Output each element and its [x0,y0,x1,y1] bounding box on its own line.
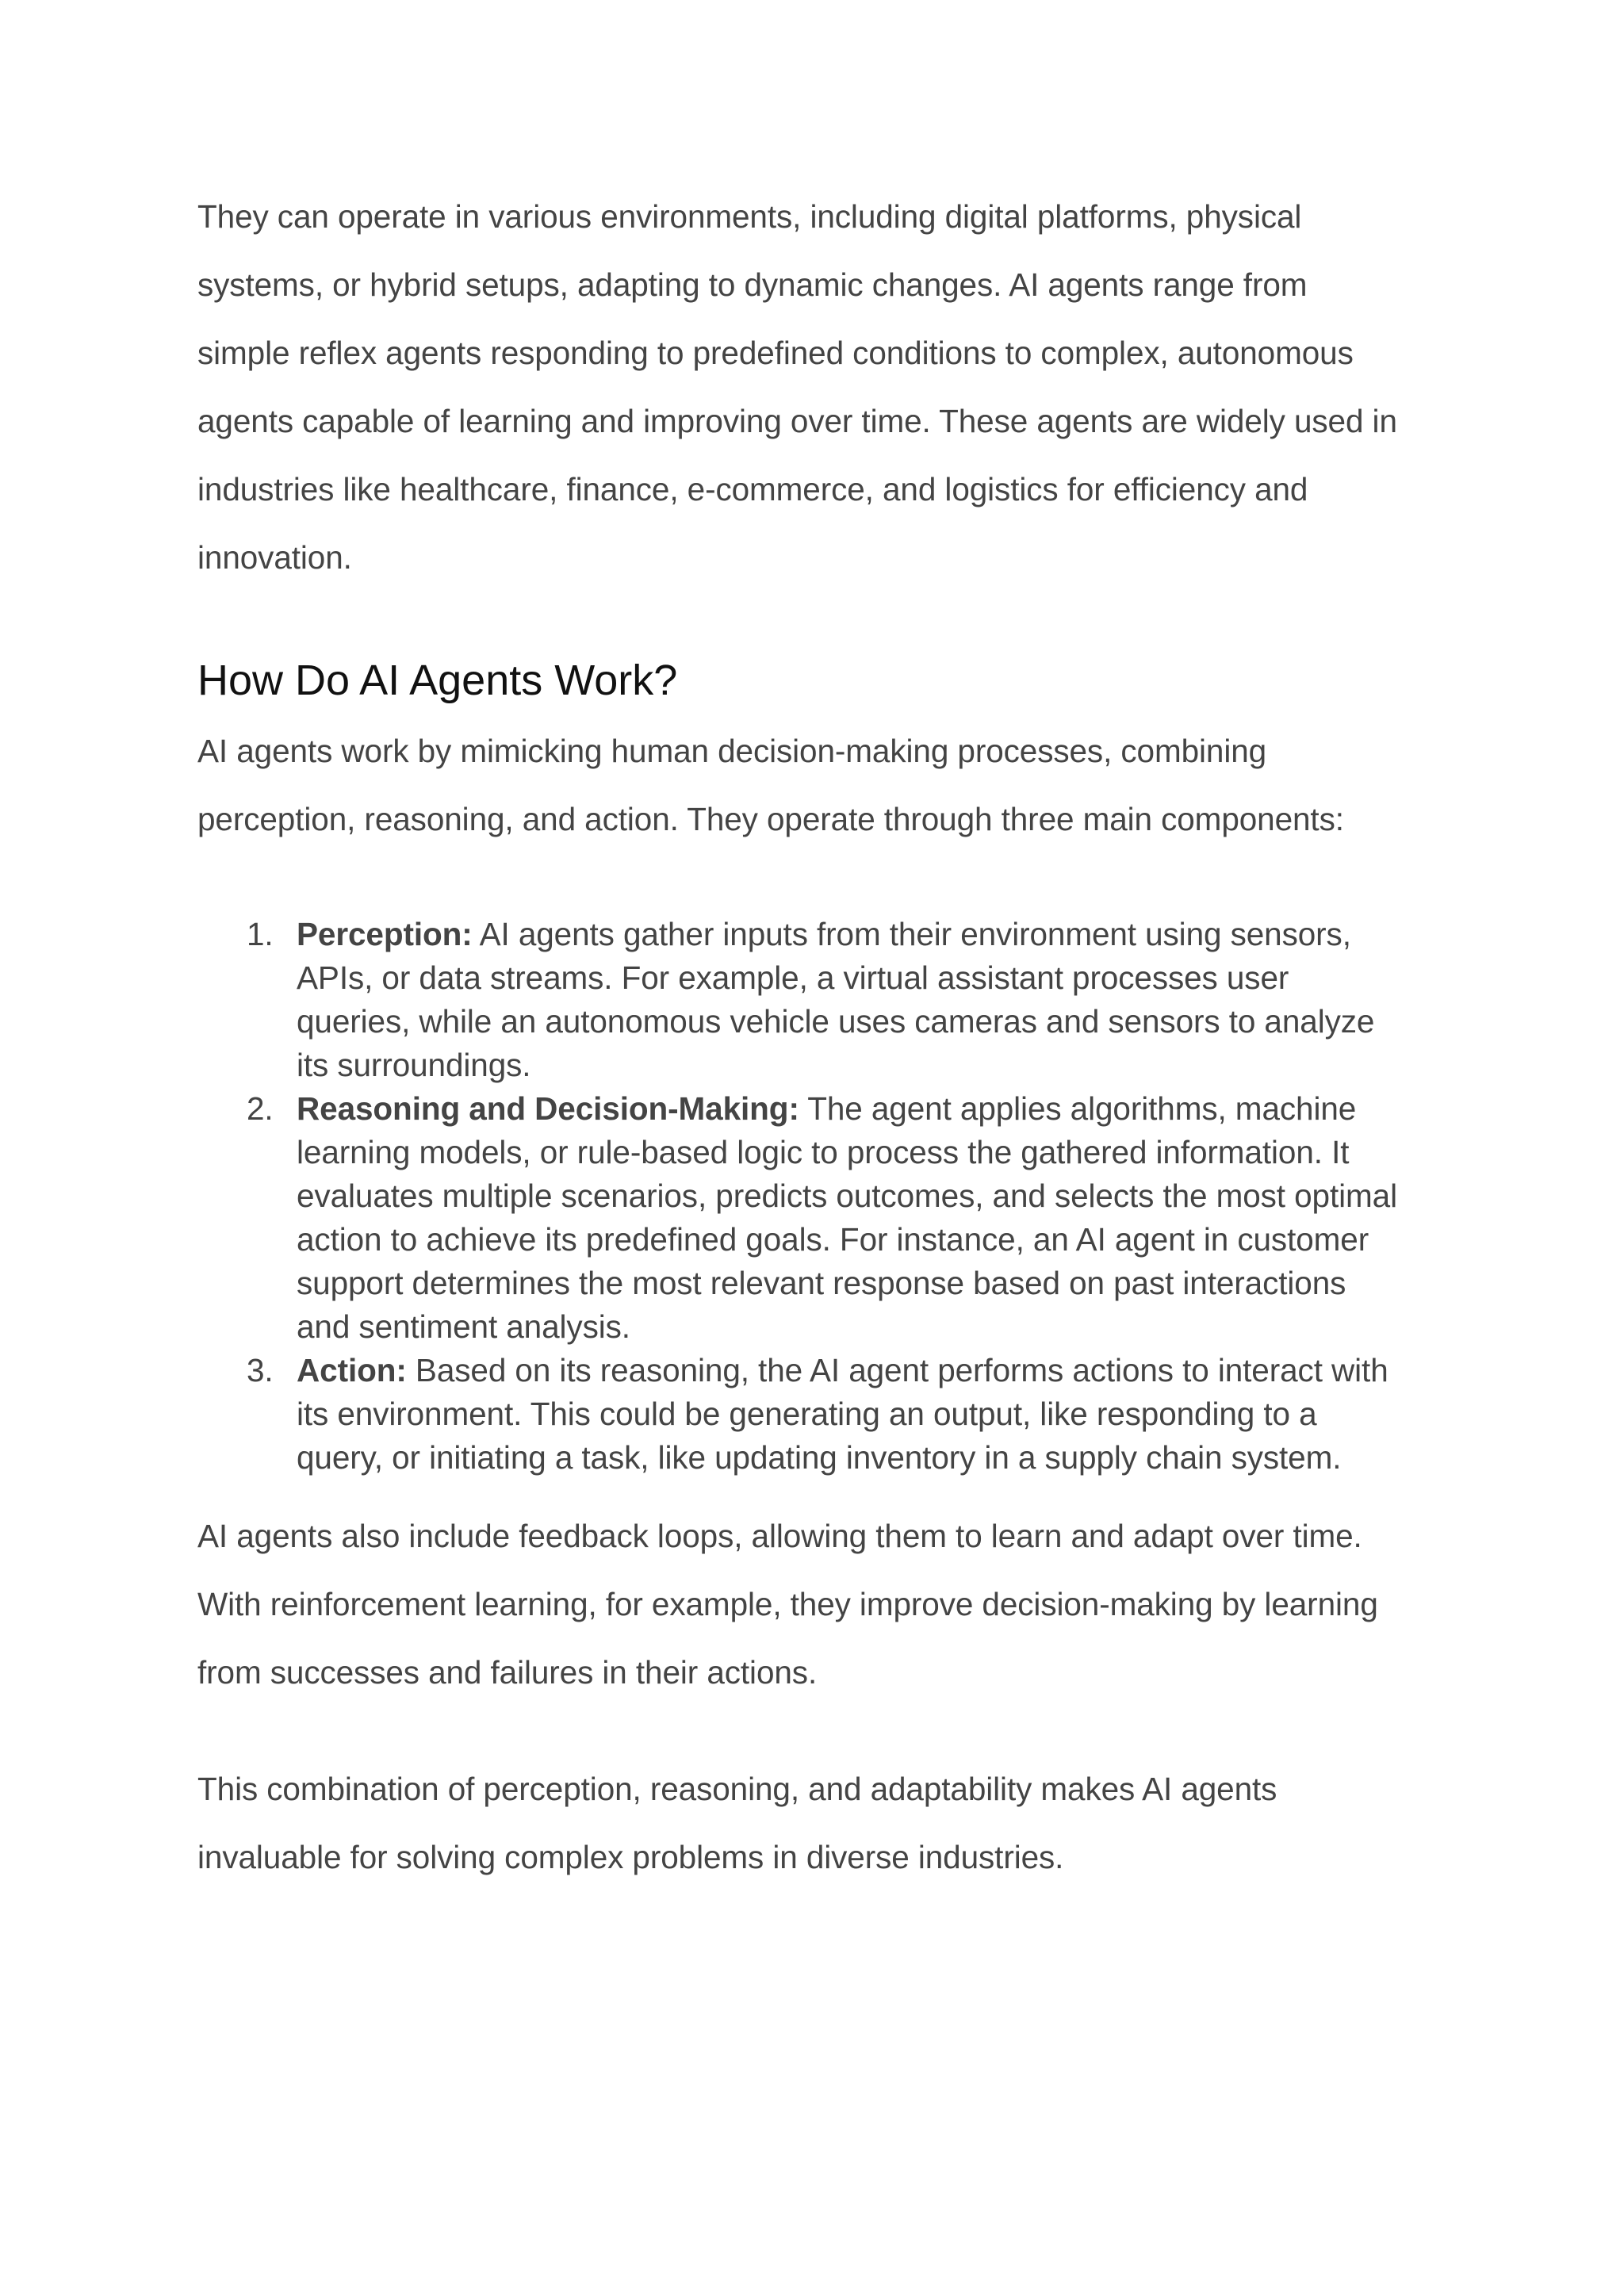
intro-line: simple reflex agents responding to predefined conditions to complex, autonomous [197,335,1354,371]
feedback-line: from successes and failures in their actions. [197,1654,818,1691]
component-text: AI agents gather inputs from their environment using sensors, [472,916,1351,952]
component-text: support determines the most relevant response based on past interactions [297,1265,1346,1301]
conclusion-paragraph [197,1755,1434,1891]
feedback-paragraph [197,1502,1434,1706]
section-intro-line: AI agents work by mimicking human decision-making processes, combining [197,733,1267,769]
intro-line: industries like healthcare, finance, e-commerce, and logistics for efficiency and [197,471,1308,507]
section-intro-line: perception, reasoning, and action. They operate through three main components: [197,801,1344,837]
intro-line: innovation. [197,539,352,576]
component-text: queries, while an autonomous vehicle uses cameras and sensors to analyze [297,1003,1375,1040]
components-list [197,913,1434,1480]
component-item-reasoning [197,1087,1434,1349]
component-text: APIs, or data streams. For example, a virtual assistant processes user [297,959,1289,996]
component-text: action to achieve its predefined goals. For instance, an AI agent in customer [297,1221,1369,1258]
component-title: Reasoning and Decision-Making: [297,1090,799,1127]
component-text: learning models, or rule-based logic to process the gathered information. It [297,1134,1350,1170]
list-number: 1. [247,916,274,952]
intro-paragraph [197,182,1434,592]
component-text: and sentiment analysis. [297,1308,630,1345]
component-text: its environment. This could be generating an output, like responding to a [297,1396,1317,1432]
section-intro-paragraph [197,717,1434,853]
component-title: Perception: [297,916,473,952]
list-number: 2. [247,1090,274,1127]
component-text: evaluates multiple scenarios, predicts outcomes, and selects the most optimal [297,1178,1397,1214]
section-heading: How Do AI Agents Work? [197,657,678,704]
component-title: Action: [297,1352,407,1388]
intro-line: They can operate in various environments, including digital platforms, physical [197,198,1302,235]
component-item-action [197,1349,1434,1480]
component-item-perception [197,913,1434,1087]
feedback-line: AI agents also include feedback loops, allowing them to learn and adapt over time. [197,1518,1362,1554]
intro-line: agents capable of learning and improving over time. These agents are widely used in [197,403,1397,439]
feedback-line: With reinforcement learning, for example, they improve decision-making by learning [197,1586,1378,1622]
conclusion-line: invaluable for solving complex problems in diverse industries. [197,1839,1064,1875]
conclusion-line: This combination of perception, reasoning, and adaptability makes AI agents [197,1771,1277,1807]
component-text: The agent applies algorithms, machine [799,1090,1357,1127]
intro-line: systems, or hybrid setups, adapting to dynamic changes. AI agents range from [197,266,1308,303]
component-text: Based on its reasoning, the AI agent performs actions to interact with [406,1352,1388,1388]
component-text: its surroundings. [297,1047,531,1083]
list-number: 3. [247,1352,274,1388]
component-text: query, or initiating a task, like updating inventory in a supply chain system. [297,1439,1342,1476]
